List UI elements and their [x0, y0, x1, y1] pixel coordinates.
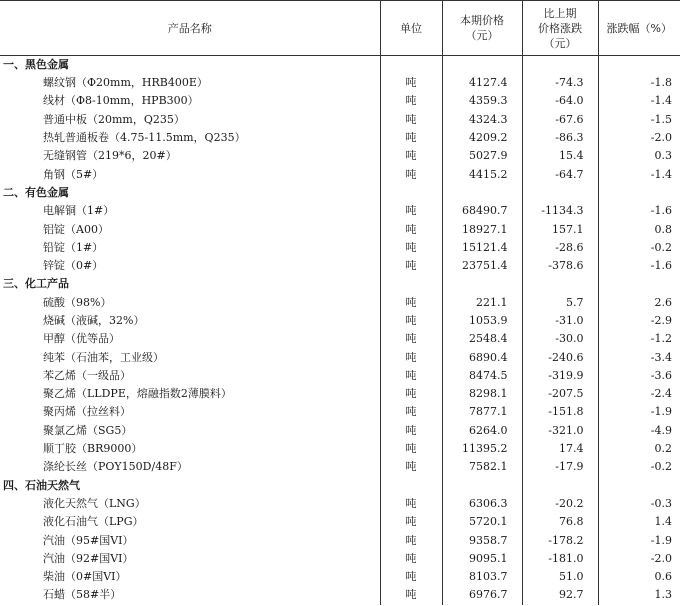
product-name-cell: 汽油（95#国VI） — [43, 533, 134, 547]
change-percent-cell: -1.8 — [598, 74, 680, 92]
product-name-cell: 液化石油气（LPG） — [43, 515, 144, 529]
product-name-cell: 柴油（0#国VI） — [43, 570, 127, 584]
table-row — [0, 550, 680, 568]
price-change-cell: -151.8 — [522, 403, 598, 421]
unit-cell: 吨 — [380, 74, 442, 92]
unit-cell: 吨 — [380, 257, 442, 275]
current-price-cell: 7582.1 — [442, 458, 522, 476]
current-price-cell: 1053.9 — [442, 312, 522, 330]
table-row — [0, 531, 680, 549]
category-empty-cell — [380, 184, 442, 202]
change-percent-cell: -0.2 — [598, 239, 680, 257]
table-row — [0, 239, 680, 257]
product-name-cell: 铅锭（1#） — [43, 240, 104, 254]
table-row — [0, 92, 680, 110]
category-empty-cell — [442, 56, 522, 75]
current-price-cell: 18927.1 — [442, 220, 522, 238]
category-empty-cell — [598, 184, 680, 202]
product-name-cell: 角钢（5#） — [43, 167, 104, 181]
price-change-cell: -378.6 — [522, 257, 598, 275]
category-title: 二、有色金属 — [3, 185, 69, 199]
header-price-change — [522, 1, 598, 56]
header-current-price — [442, 1, 522, 56]
header-change-percent: 涨跌幅（%） — [598, 1, 680, 56]
category-title: 四、石油天然气 — [3, 478, 80, 492]
product-name-cell: 聚丙烯（拉丝料） — [43, 405, 131, 419]
price-change-cell: -31.0 — [522, 312, 598, 330]
current-price-cell: 4324.3 — [442, 111, 522, 129]
change-percent-cell: -3.4 — [598, 348, 680, 366]
price-change-cell: -86.3 — [522, 129, 598, 147]
change-percent-cell: -1.2 — [598, 330, 680, 348]
price-change-cell: 15.4 — [522, 147, 598, 165]
current-price-cell: 6890.4 — [442, 348, 522, 366]
product-name-cell: 铝锭（A00） — [43, 222, 109, 236]
product-name-cell: 苯乙烯（一级品） — [43, 368, 131, 382]
product-name-cell: 甲醇（优等品） — [43, 332, 120, 346]
current-price-cell: 8103.7 — [442, 568, 522, 586]
table-row — [0, 367, 680, 385]
current-price-cell: 11395.2 — [442, 440, 522, 458]
current-price-cell: 9095.1 — [442, 550, 522, 568]
change-percent-cell: -2.9 — [598, 312, 680, 330]
product-name-cell: 锌锭（0#） — [43, 259, 104, 273]
table-row — [0, 220, 680, 238]
price-change-cell: -20.2 — [522, 495, 598, 513]
price-change-cell: -319.9 — [522, 367, 598, 385]
current-price-cell: 221.1 — [442, 294, 522, 312]
product-name-cell: 无缝钢管（219*6，20#） — [43, 149, 177, 163]
header-price-change-line: 价格涨跌 — [538, 21, 582, 35]
change-percent-cell: -1.4 — [598, 165, 680, 183]
change-percent-cell: -0.2 — [598, 458, 680, 476]
change-percent-cell: -1.6 — [598, 202, 680, 220]
unit-cell: 吨 — [380, 568, 442, 586]
table-row — [0, 568, 680, 586]
header-current-price-line: （元） — [465, 29, 499, 42]
price-change-cell: -240.6 — [522, 348, 598, 366]
price-change-cell: -67.6 — [522, 111, 598, 129]
current-price-cell: 6976.7 — [442, 586, 522, 604]
price-change-cell: 51.0 — [522, 568, 598, 586]
category-empty-cell — [442, 275, 522, 293]
price-change-cell: 157.1 — [522, 220, 598, 238]
product-name-cell: 普通中板（20mm，Q235） — [43, 112, 185, 126]
unit-cell: 吨 — [380, 330, 442, 348]
category-empty-cell — [522, 477, 598, 495]
category-empty-cell — [598, 477, 680, 495]
current-price-cell: 15121.4 — [442, 239, 522, 257]
table-row — [0, 586, 680, 604]
category-empty-cell — [522, 184, 598, 202]
table-row — [0, 330, 680, 348]
current-price-cell: 8474.5 — [442, 367, 522, 385]
price-change-cell: -64.0 — [522, 92, 598, 110]
change-percent-cell: -1.4 — [598, 92, 680, 110]
product-name-cell: 螺纹钢（Φ20mm，HRB400E） — [43, 76, 208, 90]
unit-cell: 吨 — [380, 220, 442, 238]
change-percent-cell: -2.0 — [598, 129, 680, 147]
price-change-cell: -181.0 — [522, 550, 598, 568]
price-change-cell: -321.0 — [522, 422, 598, 440]
table-row — [0, 111, 680, 129]
product-name-cell: 聚乙烯（LLDPE，熔融指数2薄膜料） — [43, 387, 232, 401]
category-row — [0, 184, 680, 202]
unit-cell: 吨 — [380, 312, 442, 330]
change-percent-cell: 0.3 — [598, 147, 680, 165]
product-name-cell: 涤纶长丝（POY150D/48F） — [43, 460, 188, 474]
change-percent-cell: -4.9 — [598, 422, 680, 440]
current-price-cell: 68490.7 — [442, 202, 522, 220]
unit-cell: 吨 — [380, 202, 442, 220]
category-title: 三、化工产品 — [3, 277, 69, 291]
table-row — [0, 147, 680, 165]
category-empty-cell — [380, 56, 442, 75]
unit-cell: 吨 — [380, 348, 442, 366]
unit-cell: 吨 — [380, 513, 442, 531]
unit-cell: 吨 — [380, 586, 442, 604]
change-percent-cell: 0.8 — [598, 220, 680, 238]
product-name-cell: 石蜡（58#半） — [43, 588, 122, 602]
unit-cell: 吨 — [380, 111, 442, 129]
header-price-change-line: （元） — [543, 36, 577, 50]
current-price-cell: 4209.2 — [442, 129, 522, 147]
table-row — [0, 458, 680, 476]
header-current-price-line: 本期价格 — [460, 14, 504, 27]
table-row — [0, 165, 680, 183]
change-percent-cell: -1.9 — [598, 531, 680, 549]
product-name-cell: 汽油（92#国VI） — [43, 551, 134, 565]
unit-cell: 吨 — [380, 239, 442, 257]
unit-cell: 吨 — [380, 495, 442, 513]
current-price-cell: 4415.2 — [442, 165, 522, 183]
price-change-cell: -17.9 — [522, 458, 598, 476]
price-change-cell: 76.8 — [522, 513, 598, 531]
change-percent-cell: 1.3 — [598, 586, 680, 604]
price-change-cell: 17.4 — [522, 440, 598, 458]
unit-cell: 吨 — [380, 367, 442, 385]
category-empty-cell — [598, 275, 680, 293]
change-percent-cell: 0.6 — [598, 568, 680, 586]
category-empty-cell — [380, 477, 442, 495]
product-name-cell: 顺丁胶（BR9000） — [43, 442, 143, 456]
change-percent-cell: -3.6 — [598, 367, 680, 385]
table-row — [0, 440, 680, 458]
unit-cell: 吨 — [380, 129, 442, 147]
change-percent-cell: 0.2 — [598, 440, 680, 458]
category-empty-cell — [522, 56, 598, 75]
table-row — [0, 348, 680, 366]
table-row — [0, 294, 680, 312]
product-name-cell: 热轧普通板卷（4.75-11.5mm，Q235） — [43, 131, 246, 145]
table-header-row — [0, 1, 680, 56]
change-percent-cell: -2.4 — [598, 385, 680, 403]
header-product-name: 产品名称 — [0, 1, 380, 56]
current-price-cell: 4127.4 — [442, 74, 522, 92]
unit-cell: 吨 — [380, 403, 442, 421]
unit-cell: 吨 — [380, 531, 442, 549]
product-name-cell: 液化天然气（LNG） — [43, 496, 146, 510]
price-change-cell: -178.2 — [522, 531, 598, 549]
price-change-cell: -28.6 — [522, 239, 598, 257]
product-name-cell: 烧碱（液碱，32%） — [43, 314, 145, 327]
current-price-cell: 8298.1 — [442, 385, 522, 403]
table-row — [0, 422, 680, 440]
current-price-cell: 5720.1 — [442, 513, 522, 531]
category-title: 一、黑色金属 — [3, 58, 69, 71]
current-price-cell: 5027.9 — [442, 147, 522, 165]
price-change-cell: -1134.3 — [522, 202, 598, 220]
category-empty-cell — [380, 275, 442, 293]
price-change-cell: 5.7 — [522, 294, 598, 312]
price-change-cell: -30.0 — [522, 330, 598, 348]
unit-cell: 吨 — [380, 92, 442, 110]
product-name-cell: 纯苯（石油苯，工业级） — [43, 350, 164, 364]
table-row — [0, 257, 680, 275]
change-percent-cell: -1.6 — [598, 257, 680, 275]
product-name-cell: 聚氯乙烯（SG5） — [43, 423, 133, 437]
header-price-change-line: 比上期 — [543, 6, 577, 20]
change-percent-cell: -1.5 — [598, 111, 680, 129]
product-name-cell: 硫酸（98%） — [43, 295, 112, 309]
current-price-cell: 9358.7 — [442, 531, 522, 549]
category-empty-cell — [442, 184, 522, 202]
product-name-cell: 线材（Φ8-10mm，HPB300） — [43, 94, 199, 108]
price-change-cell: 92.7 — [522, 586, 598, 604]
table-row — [0, 312, 680, 330]
unit-cell: 吨 — [380, 440, 442, 458]
change-percent-cell: 1.4 — [598, 513, 680, 531]
category-row — [0, 477, 680, 495]
unit-cell: 吨 — [380, 294, 442, 312]
current-price-cell: 2548.4 — [442, 330, 522, 348]
category-empty-cell — [598, 56, 680, 75]
price-change-cell: -64.7 — [522, 165, 598, 183]
table-row — [0, 403, 680, 421]
unit-cell: 吨 — [380, 550, 442, 568]
current-price-cell: 23751.4 — [442, 257, 522, 275]
table-row — [0, 385, 680, 403]
category-row — [0, 275, 680, 293]
product-name-cell: 电解铜（1#） — [43, 204, 115, 218]
current-price-cell: 4359.3 — [442, 92, 522, 110]
price-change-cell: -207.5 — [522, 385, 598, 403]
price-change-cell: -74.3 — [522, 74, 598, 92]
table-row — [0, 495, 680, 513]
current-price-cell: 6264.0 — [442, 422, 522, 440]
table-row — [0, 129, 680, 147]
header-unit: 单位 — [380, 1, 442, 56]
category-empty-cell — [442, 477, 522, 495]
unit-cell: 吨 — [380, 422, 442, 440]
table-row — [0, 202, 680, 220]
unit-cell: 吨 — [380, 165, 442, 183]
current-price-cell: 7877.1 — [442, 403, 522, 421]
category-empty-cell — [522, 275, 598, 293]
table-row — [0, 74, 680, 92]
change-percent-cell: -2.0 — [598, 550, 680, 568]
unit-cell: 吨 — [380, 147, 442, 165]
table-row — [0, 513, 680, 531]
change-percent-cell: -0.3 — [598, 495, 680, 513]
category-row — [0, 56, 680, 75]
change-percent-cell: 2.6 — [598, 294, 680, 312]
unit-cell: 吨 — [380, 385, 442, 403]
table-body — [0, 56, 680, 605]
unit-cell: 吨 — [380, 458, 442, 476]
current-price-cell: 6306.3 — [442, 495, 522, 513]
change-percent-cell: -1.9 — [598, 403, 680, 421]
